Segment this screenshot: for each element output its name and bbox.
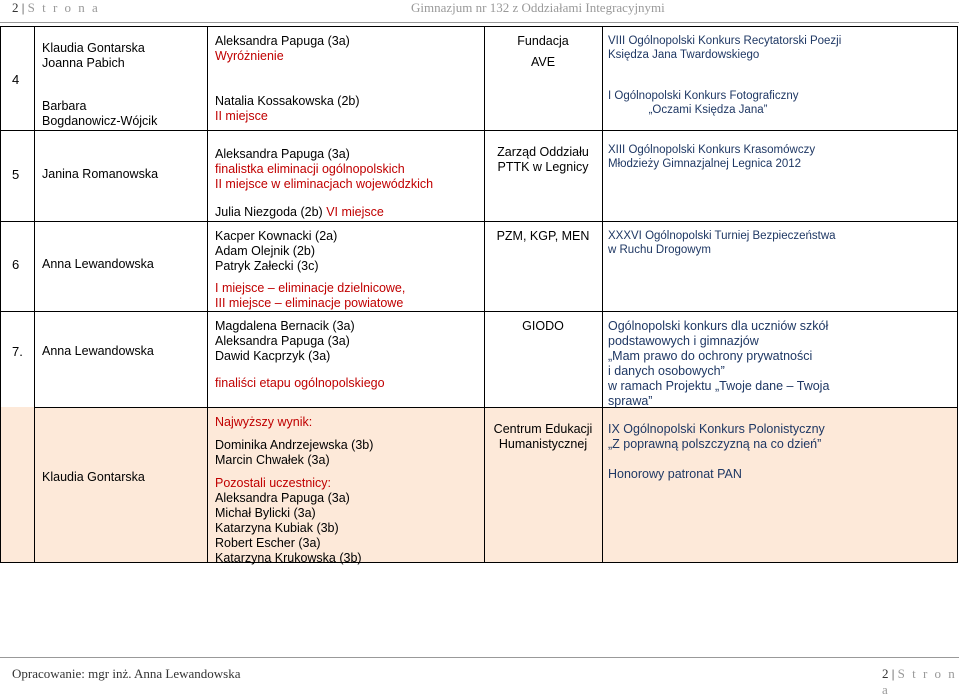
student-name: Aleksandra Papuga (3a) Wyróżnienie <box>215 34 350 63</box>
organizer: Fundacja AVE <box>517 34 569 69</box>
organizer: GIODO <box>522 319 564 333</box>
organizer: Centrum Edukacji Humanistycznej <box>493 422 593 451</box>
teacher-name: Klaudia Gontarska <box>42 470 145 484</box>
table-border <box>0 562 958 563</box>
row-number: 4 <box>12 72 20 87</box>
contest-name: VIII Ogólnopolski Konkurs Recytatorski Poezji Księdza Jana Twardowskiego <box>608 35 842 61</box>
table-border <box>0 130 958 131</box>
table-border <box>34 26 35 562</box>
teacher-name: Anna Lewandowska <box>42 257 154 271</box>
table-border <box>207 26 208 562</box>
header-school-name: Gimnazjum nr 132 z Oddziałami Integracyjnymi <box>411 0 665 15</box>
row-number: 6 <box>12 257 20 272</box>
contest-name: I Ogólnopolski Konkurs Fotograficzny „Oczami Księdza Jana” <box>608 90 799 116</box>
row-number: 5 <box>12 167 20 182</box>
teacher-name: Klaudia Gontarska Joanna Pabich <box>42 41 145 70</box>
organizer: Zarząd Oddziału PTTK w Legnicy <box>497 145 589 174</box>
page-header <box>0 0 959 23</box>
teacher-name: Barbara Bogdanowicz-Wójcik <box>42 99 158 128</box>
teacher-name: Anna Lewandowska <box>42 344 154 358</box>
footer-author: Opracowanie: mgr inż. Anna Lewandowska <box>12 666 241 681</box>
footer-page-number: 2 | S t r o n a <box>882 666 957 697</box>
contest-name: XXXVI Ogólnopolski Turniej Bezpieczeństwa w Ruchu Drogowym <box>608 230 836 256</box>
result: I miejsce – eliminacje dzielnicowe, III miejsce – eliminacje powiatowe <box>215 281 406 310</box>
table-border <box>0 221 958 222</box>
contest-name: Ogólnopolski konkurs dla uczniów szkół podstawowych i gimnazjów „Mam prawo do ochrony prywatności i danych osobowych” w ramach Projektu „Twoje dane – Twoja sprawa” <box>608 319 830 408</box>
page-footer <box>0 657 959 697</box>
contest-name: IX Ogólnopolski Konkurs Polonistyczny „Z poprawną polszczyzną na co dzień” Honorowy patronat PAN <box>608 422 825 481</box>
student-name: Aleksandra Papuga (3a) finalistka eliminacji ogólnopolskich II miejsce w eliminacjach wojewódzkich <box>215 147 434 191</box>
row-number: 7. <box>12 344 23 359</box>
student-name: Natalia Kossakowska (2b) II miejsce <box>215 94 360 123</box>
header-page-number: 2 | S t r o n a <box>12 0 100 15</box>
table-border <box>957 26 958 562</box>
table-border <box>0 26 1 562</box>
student-list: Magdalena Bernacik (3a) Aleksandra Papuga (3a) Dawid Kacprzyk (3a) <box>215 319 355 363</box>
student-list: Kacper Kownacki (2a) Adam Olejnik (2b) Patryk Załecki (3c) <box>215 229 338 273</box>
teacher-name: Janina Romanowska <box>42 167 159 181</box>
table-border <box>0 311 958 312</box>
student-list: Najwyższy wynik: Dominika Andrzejewska (3b) Marcin Chwałek (3a) Pozostali uczestnicy: Aleksandra Papuga (3a) Michał Bylicki (3a) Katarzyna Kubiak (3b) Robert Escher (3a) Katarzyna Krukowska (3b) <box>215 415 374 565</box>
student-name: Julia Niezgoda (2b) VI miejsce <box>215 205 384 219</box>
table-border <box>602 26 603 562</box>
organizer: PZM, KGP, MEN <box>496 229 590 243</box>
result: finaliści etapu ogólnopolskiego <box>215 376 385 390</box>
contest-name: XIII Ogólnopolski Konkurs Krasomówczy Młodzieży Gimnazjalnej Legnica 2012 <box>608 144 816 170</box>
table-border <box>484 26 485 562</box>
table-border <box>0 26 958 27</box>
